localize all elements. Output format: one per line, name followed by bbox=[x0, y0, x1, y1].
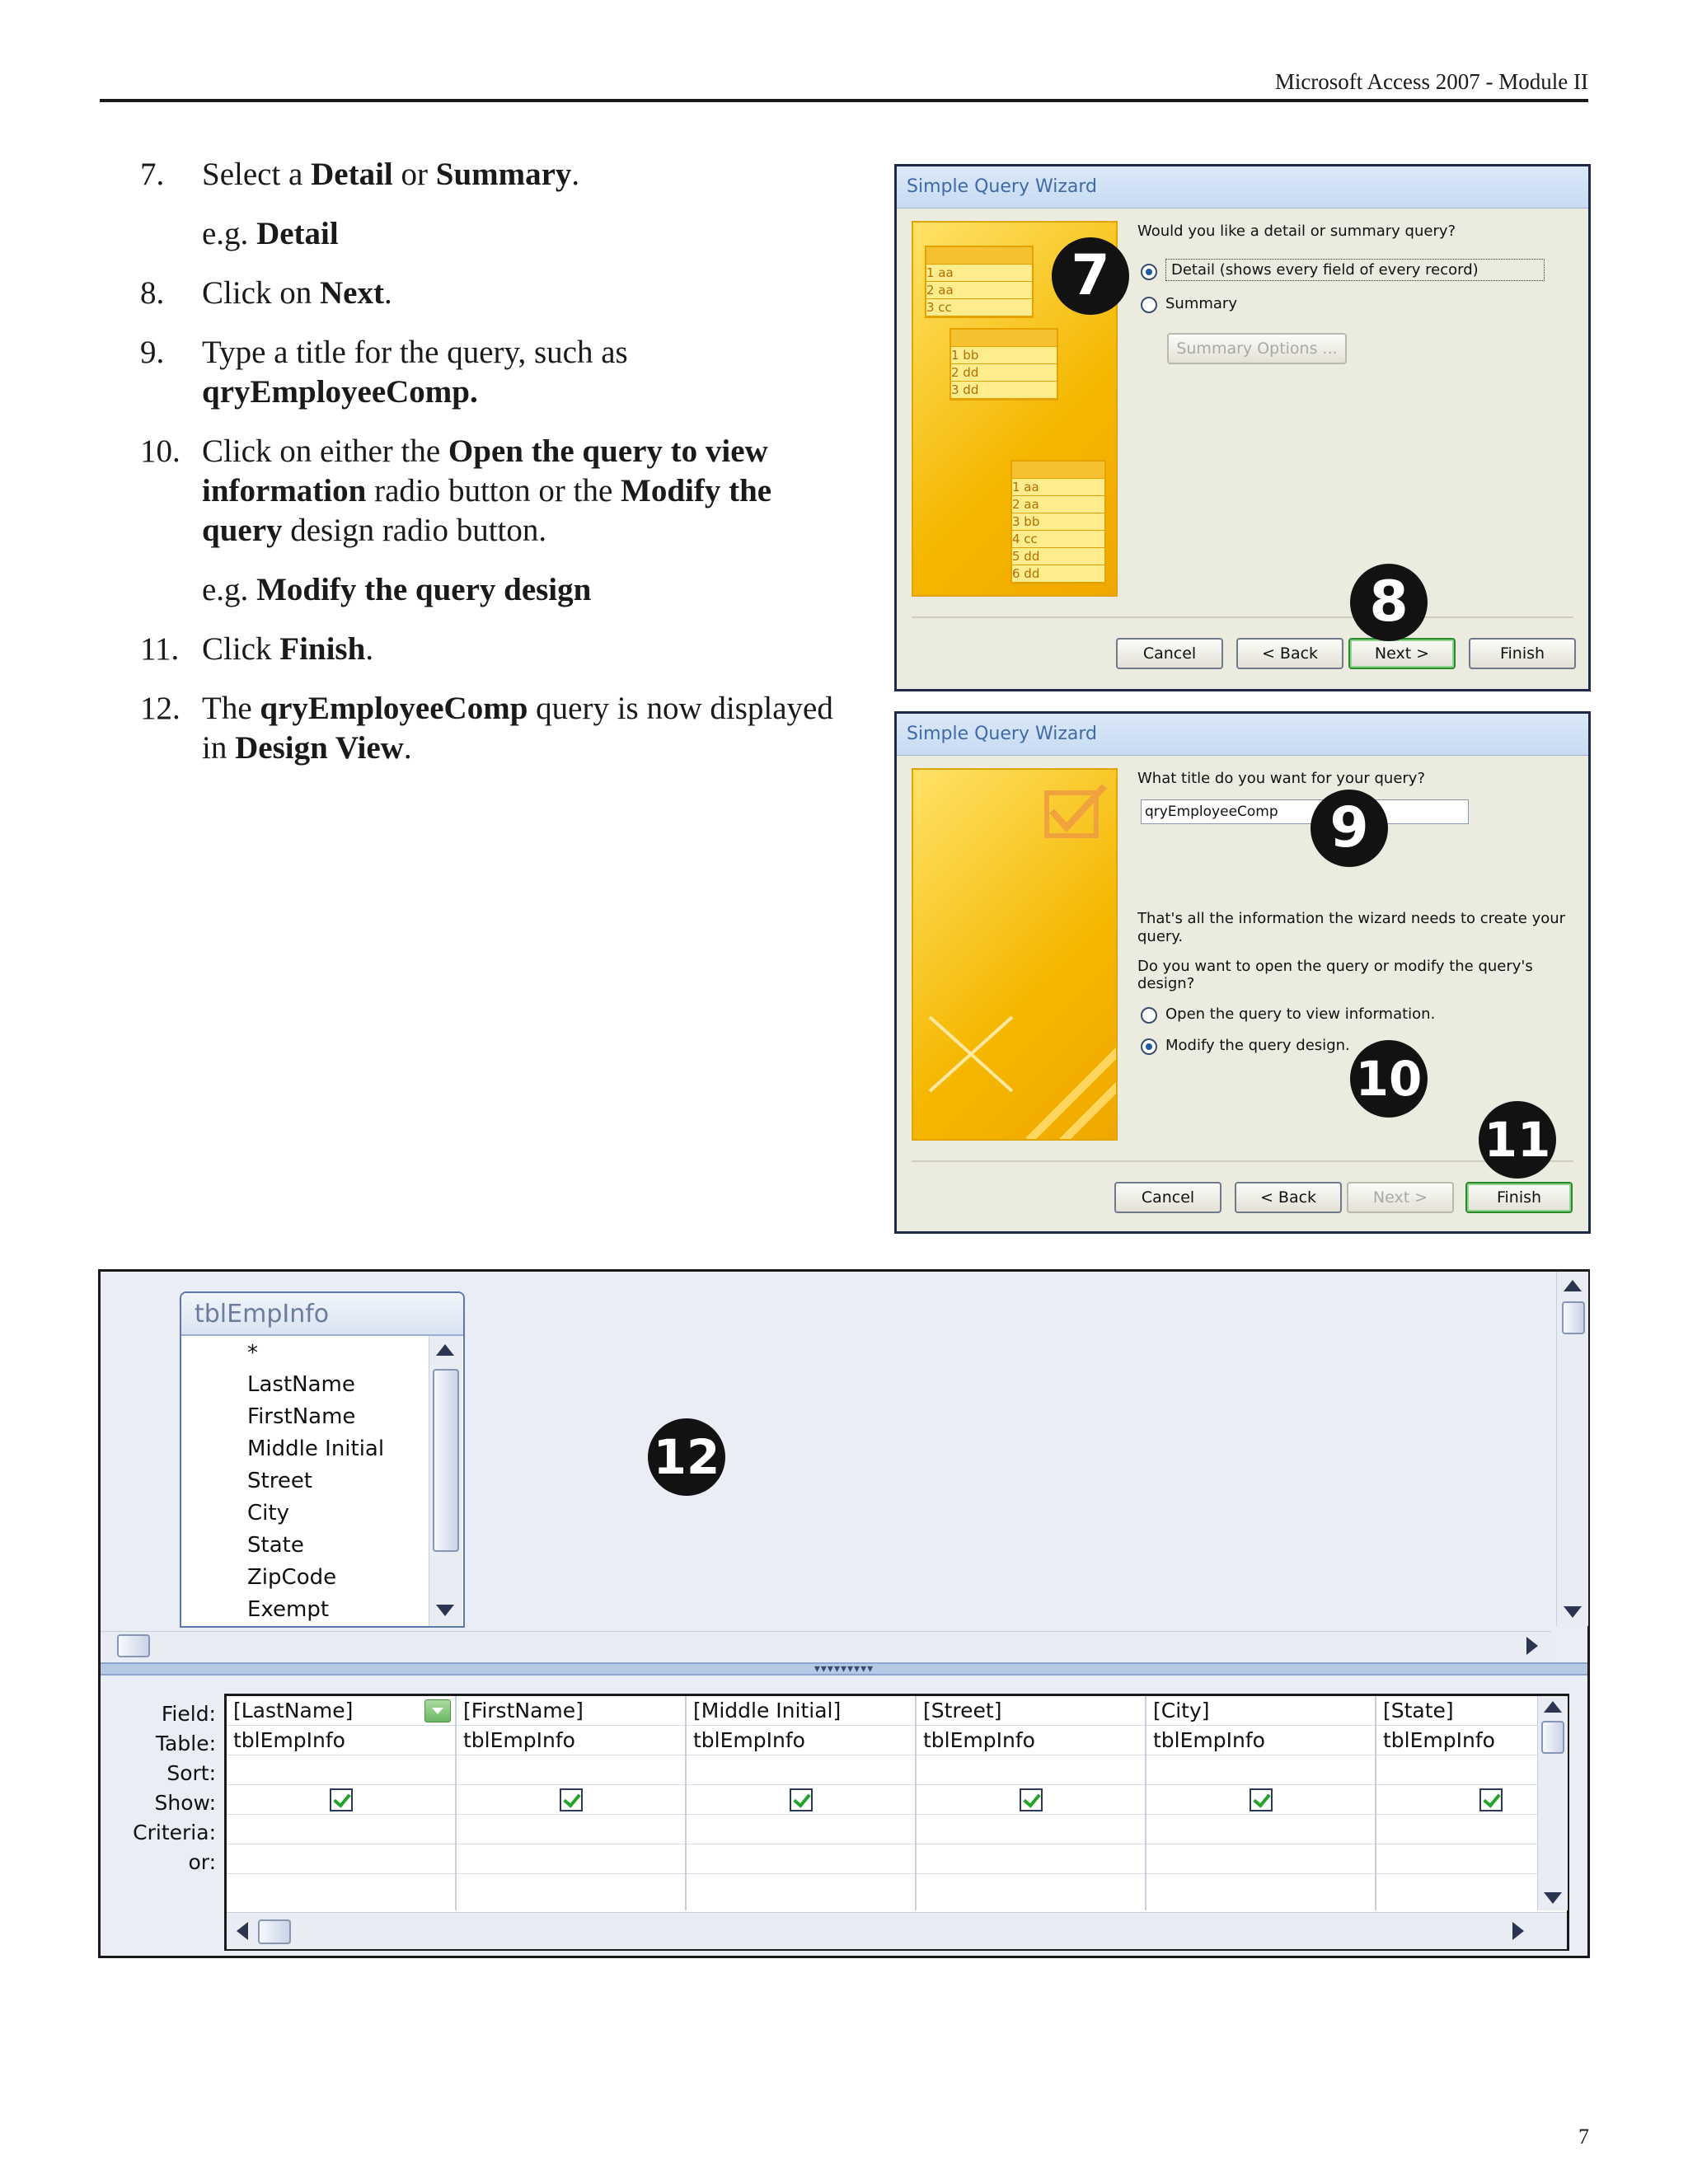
row-label-or: or: bbox=[188, 1850, 216, 1874]
row-label-field: Field: bbox=[161, 1702, 216, 1726]
field-cell[interactable]: [City] bbox=[1146, 1696, 1375, 1726]
grid-column[interactable] bbox=[457, 1696, 687, 1910]
callout-badge-11: 11 bbox=[1479, 1101, 1556, 1179]
next-button[interactable]: Next > bbox=[1347, 1182, 1454, 1213]
query-design-grid bbox=[224, 1694, 1569, 1951]
callout-badge-8: 8 bbox=[1350, 564, 1428, 641]
step-number: 11. bbox=[140, 631, 180, 667]
field-cell[interactable]: [LastName] bbox=[227, 1696, 455, 1726]
scroll-thumb[interactable] bbox=[258, 1919, 291, 1944]
scroll-up-icon[interactable] bbox=[436, 1344, 454, 1356]
field-list-item[interactable]: LastName bbox=[247, 1372, 355, 1397]
header-rule bbox=[100, 99, 1588, 102]
step-10-example: e.g. Modify the query design bbox=[202, 572, 592, 607]
sample-table-3: 1 aa 2 aa 3 bb 4 cc 5 dd 6 dd bbox=[1010, 460, 1106, 584]
summary-radio[interactable] bbox=[1141, 297, 1157, 313]
cancel-button[interactable]: Cancel bbox=[1114, 1182, 1221, 1213]
scroll-up-icon[interactable] bbox=[1564, 1280, 1582, 1291]
field-list-item[interactable]: * bbox=[247, 1341, 258, 1366]
step-11: 11. Click Finish. bbox=[140, 630, 841, 669]
query-title-input[interactable]: qryEmployeeComp bbox=[1141, 799, 1469, 824]
or-cell[interactable] bbox=[687, 1844, 915, 1874]
finish-button[interactable]: Finish bbox=[1465, 1182, 1573, 1213]
field-list-scrollbar[interactable] bbox=[429, 1336, 462, 1626]
open-or-modify-prompt: Do you want to open the query or modify the query's design? bbox=[1137, 958, 1533, 992]
callout-badge-9: 9 bbox=[1311, 790, 1388, 867]
table-cell[interactable]: tblEmpInfo bbox=[1146, 1726, 1375, 1755]
grid-column[interactable] bbox=[687, 1696, 917, 1910]
scroll-right-icon[interactable] bbox=[1526, 1637, 1538, 1655]
open-query-radio[interactable] bbox=[1141, 1007, 1157, 1024]
grid-column[interactable] bbox=[227, 1696, 457, 1910]
field-list-item[interactable]: City bbox=[247, 1501, 289, 1526]
dropdown-arrow-icon[interactable] bbox=[424, 1699, 451, 1722]
title-question: What title do you want for your query? bbox=[1137, 770, 1426, 787]
show-checkbox[interactable] bbox=[1250, 1788, 1273, 1811]
dialog-separator bbox=[912, 616, 1573, 618]
splitter-grip-icon[interactable]: ▾▾▾▾▾▾▾▾▾ bbox=[814, 1662, 874, 1675]
scroll-up-icon[interactable] bbox=[1544, 1701, 1562, 1713]
table-cell[interactable]: tblEmpInfo bbox=[687, 1726, 915, 1755]
next-button[interactable]: Next > bbox=[1348, 638, 1456, 669]
criteria-cell[interactable] bbox=[687, 1815, 915, 1844]
scroll-down-icon[interactable] bbox=[1564, 1606, 1582, 1618]
detail-summary-question: Would you like a detail or summary query? bbox=[1137, 223, 1456, 240]
back-button[interactable]: < Back bbox=[1236, 638, 1343, 669]
scroll-right-icon[interactable] bbox=[1512, 1922, 1524, 1940]
criteria-cell[interactable] bbox=[1376, 1815, 1538, 1844]
field-list-item[interactable]: State bbox=[247, 1533, 304, 1558]
scroll-down-icon[interactable] bbox=[1544, 1892, 1562, 1904]
detail-option-label[interactable]: Detail (shows every field of every record) bbox=[1165, 259, 1545, 281]
sample-table-1: 1 aa 2 aa 3 cc bbox=[925, 246, 1034, 318]
scroll-left-icon[interactable] bbox=[237, 1922, 248, 1940]
field-cell[interactable]: [FirstName] bbox=[457, 1696, 685, 1726]
grid-vscrollbar[interactable] bbox=[1537, 1696, 1568, 1910]
scroll-thumb[interactable] bbox=[117, 1634, 150, 1657]
grid-column[interactable] bbox=[917, 1696, 1146, 1910]
scroll-thumb[interactable] bbox=[1562, 1301, 1585, 1334]
row-label-criteria: Criteria: bbox=[133, 1821, 216, 1844]
or-cell[interactable] bbox=[1376, 1844, 1538, 1874]
table-cell[interactable]: tblEmpInfo bbox=[917, 1726, 1145, 1755]
grid-column[interactable] bbox=[1376, 1696, 1540, 1910]
field-list-item[interactable]: Exempt bbox=[247, 1597, 330, 1622]
row-label-table: Table: bbox=[155, 1732, 216, 1755]
field-list-tblempinfo[interactable] bbox=[180, 1291, 465, 1628]
upper-pane-hscrollbar[interactable] bbox=[101, 1631, 1551, 1660]
row-label-show: Show: bbox=[154, 1791, 216, 1815]
step-10: 10. Click on either the Open the query to view information radio button or the Modify the query design radio button. bbox=[140, 434, 772, 548]
grid-column[interactable] bbox=[1146, 1696, 1376, 1910]
step-7-example: e.g. Detail bbox=[202, 216, 339, 251]
page-number: 7 bbox=[1578, 2125, 1589, 2149]
callout-badge-10: 10 bbox=[1350, 1040, 1428, 1118]
scroll-thumb[interactable] bbox=[433, 1369, 459, 1552]
query-design-view bbox=[98, 1269, 1590, 1958]
show-checkbox[interactable] bbox=[560, 1788, 583, 1811]
step-number: 8. bbox=[140, 275, 165, 311]
sample-table-2: 1 bb 2 dd 3 dd bbox=[950, 328, 1058, 401]
field-cell[interactable]: [Street] bbox=[917, 1696, 1145, 1726]
dialog-titlebar bbox=[897, 714, 1588, 756]
step-number: 10. bbox=[140, 434, 181, 469]
callout-badge-7: 7 bbox=[1052, 237, 1129, 315]
criteria-cell[interactable] bbox=[917, 1815, 1145, 1844]
sort-cell[interactable] bbox=[687, 1755, 915, 1785]
or-cell[interactable] bbox=[1146, 1844, 1375, 1874]
field-cell[interactable]: [State] bbox=[1376, 1696, 1538, 1726]
row-label-sort: Sort: bbox=[166, 1761, 216, 1785]
sort-cell[interactable] bbox=[1146, 1755, 1375, 1785]
step-number: 12. bbox=[140, 691, 181, 726]
show-cell[interactable] bbox=[1376, 1785, 1538, 1815]
criteria-cell[interactable] bbox=[457, 1815, 685, 1844]
upper-pane-vscrollbar[interactable] bbox=[1556, 1272, 1588, 1626]
sort-cell[interactable] bbox=[1376, 1755, 1538, 1785]
table-cell[interactable]: tblEmpInfo bbox=[1376, 1726, 1538, 1755]
detail-radio[interactable] bbox=[1141, 264, 1157, 280]
field-list-item[interactable]: Middle Initial bbox=[247, 1436, 385, 1461]
modify-design-radio[interactable] bbox=[1141, 1038, 1157, 1055]
running-header: Microsoft Access 2007 - Module II bbox=[1274, 69, 1588, 94]
step-12: 12. The qryEmployeeComp query is now displayed in Design View. bbox=[140, 691, 833, 766]
criteria-cell[interactable] bbox=[1146, 1815, 1375, 1844]
dialog-separator bbox=[912, 1160, 1573, 1162]
summary-options-button[interactable]: Summary Options ... bbox=[1167, 333, 1347, 364]
field-list-item[interactable]: ZipCode bbox=[247, 1565, 337, 1590]
modify-design-label[interactable]: Modify the query design. bbox=[1165, 1037, 1350, 1054]
sort-cell[interactable] bbox=[227, 1755, 455, 1785]
grid-hscrollbar[interactable] bbox=[227, 1912, 1567, 1949]
show-checkbox[interactable] bbox=[1020, 1788, 1043, 1811]
open-query-label[interactable]: Open the query to view information. bbox=[1165, 1005, 1436, 1023]
scroll-thumb[interactable] bbox=[1541, 1721, 1564, 1754]
pane-splitter[interactable] bbox=[101, 1662, 1587, 1675]
wizard-detail-summary-dialog bbox=[894, 164, 1591, 691]
show-checkbox[interactable] bbox=[790, 1788, 813, 1811]
step-7: 7. Select a Detail or Summary. bbox=[140, 155, 841, 194]
instruction-steps bbox=[140, 155, 841, 788]
callout-badge-12: 12 bbox=[648, 1418, 725, 1496]
checkmark-icon bbox=[913, 770, 1118, 1141]
field-list-title: tblEmpInfo bbox=[181, 1293, 463, 1336]
dialog-titlebar bbox=[897, 166, 1588, 209]
sort-cell[interactable] bbox=[457, 1755, 685, 1785]
step-8: 8. Click on Next. bbox=[140, 274, 841, 313]
back-button[interactable]: < Back bbox=[1235, 1182, 1342, 1213]
or-cell[interactable] bbox=[917, 1844, 1145, 1874]
sort-cell[interactable] bbox=[917, 1755, 1145, 1785]
wizard-finish-illustration bbox=[912, 768, 1118, 1141]
or-cell[interactable] bbox=[227, 1844, 455, 1874]
show-checkbox[interactable] bbox=[330, 1788, 353, 1811]
dialog-title: Simple Query Wizard bbox=[907, 176, 1097, 197]
criteria-cell[interactable] bbox=[227, 1815, 455, 1844]
step-9: 9. Type a title for the query, such as qryEmployeeComp. bbox=[140, 335, 628, 410]
dialog-title: Simple Query Wizard bbox=[907, 724, 1097, 744]
table-cell[interactable]: tblEmpInfo bbox=[457, 1726, 685, 1755]
field-list-item[interactable]: FirstName bbox=[247, 1404, 356, 1429]
table-cell[interactable]: tblEmpInfo bbox=[227, 1726, 455, 1755]
summary-option-label[interactable]: Summary bbox=[1165, 295, 1237, 312]
step-number: 7. bbox=[140, 157, 165, 192]
show-checkbox[interactable] bbox=[1479, 1788, 1503, 1811]
field-cell[interactable]: [Middle Initial] bbox=[687, 1696, 915, 1726]
finish-button[interactable]: Finish bbox=[1469, 638, 1576, 669]
cancel-button[interactable]: Cancel bbox=[1116, 638, 1223, 669]
or-cell[interactable] bbox=[457, 1844, 685, 1874]
field-list-item[interactable]: Street bbox=[247, 1469, 313, 1493]
scroll-down-icon[interactable] bbox=[436, 1605, 454, 1616]
step-number: 9. bbox=[140, 335, 165, 370]
wizard-info-text: That's all the information the wizard needs to create your query. bbox=[1137, 910, 1566, 945]
